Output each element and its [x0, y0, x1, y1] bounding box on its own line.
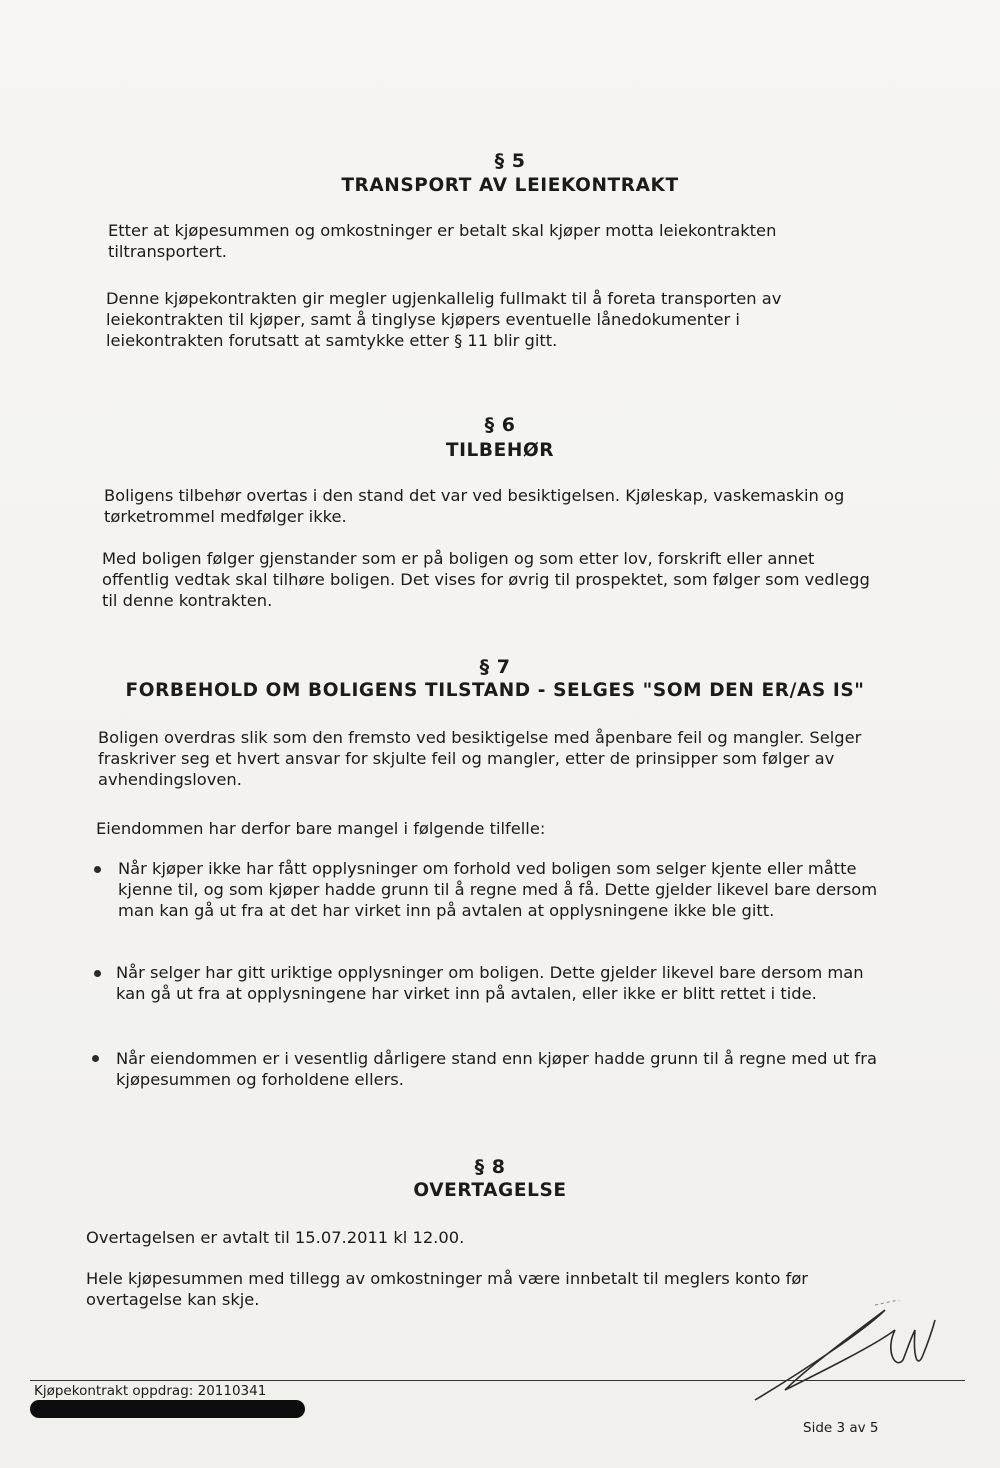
- footer-divider: [30, 1380, 965, 1381]
- section-6-paragraph: Boligens tilbehør overtas i den stand det var ved besiktigelsen. Kjøleskap, vaskemaskin og tørketrommel medfølger ikke.: [104, 486, 845, 526]
- section-6-number: § 6: [484, 414, 516, 436]
- section-5-number: § 5: [494, 150, 526, 172]
- bullet-dot-icon: [92, 1055, 99, 1062]
- section-8-number: § 8: [474, 1156, 506, 1178]
- bullet-dot-icon: [94, 866, 101, 873]
- section-7-bullet: Når selger har gitt uriktige opplysninger om boligen. Dette gjelder likevel bare dersom man kan gå ut fra at opplysningene har virket inn på avtalen, eller ikke er blitt rettet i tide.: [116, 963, 864, 1003]
- section-7-number: § 7: [479, 656, 511, 678]
- section-6-title: TILBEHØR: [445, 440, 555, 461]
- bullet-dot-icon: [94, 970, 101, 977]
- section-7-bullet: Når kjøper ikke har fått opplysninger om forhold ved boligen som selger kjente eller måtte kjenne til, og som kjøper hadde grunn til å regne med å få. Dette gjelder likevel bare dersom man kan gå ut fra at det har virket inn på avtalen at opplysningene ikke ble gitt.: [118, 859, 878, 920]
- section-5-paragraph: Denne kjøpekontrakten gir megler ugjenkallelig fullmakt til å foreta transporten av leiekontrakten til kjøper, samt å tinglyse kjøpers eventuelle lånedokumenter i leiekontrakten forutsatt at samtykke etter § 11 blir gitt.: [106, 289, 782, 350]
- section-8-paragraph: Overtagelsen er avtalt til 15.07.2011 kl 12.00.: [86, 1228, 465, 1247]
- redaction-bar: [30, 1400, 305, 1418]
- section-7-bullet: Når eiendommen er i vesentlig dårligere stand enn kjøper hadde grunn til å regne med ut fra kjøpesummen og forholdene ellers.: [116, 1049, 877, 1089]
- signature-mark: [745, 1300, 945, 1410]
- section-8-title: OVERTAGELSE: [413, 1180, 567, 1201]
- section-7-paragraph: Boligen overdras slik som den fremsto ved besiktigelse med åpenbare feil og mangler. Selger fraskriver seg et hvert ansvar for skjulte feil og mangler, etter de prinsipper som følger av avhendingsloven.: [98, 728, 862, 789]
- section-5-title: TRANSPORT AV LEIEKONTRAKT: [341, 175, 679, 196]
- section-8-paragraph: Hele kjøpesummen med tillegg av omkostninger må være innbetalt til meglers konto før overtagelse kan skje.: [86, 1269, 809, 1309]
- footer-contract-id: Kjøpekontrakt oppdrag: 20110341: [34, 1383, 267, 1399]
- section-5-paragraph: Etter at kjøpesummen og omkostninger er betalt skal kjøper motta leiekontrakten tiltransportert.: [108, 221, 777, 261]
- section-6-paragraph: Med boligen følger gjenstander som er på boligen og som etter lov, forskrift eller annet offentlig vedtak skal tilhøre boligen. Det vises for øvrig til prospektet, som følger som vedlegg til denne kontrakten.: [102, 549, 870, 610]
- section-7-paragraph: Eiendommen har derfor bare mangel i følgende tilfelle:: [96, 819, 546, 838]
- footer-page-number: Side 3 av 5: [803, 1420, 879, 1436]
- section-7-title: FORBEHOLD OM BOLIGENS TILSTAND - SELGES "SOM DEN ER/AS IS": [125, 680, 865, 701]
